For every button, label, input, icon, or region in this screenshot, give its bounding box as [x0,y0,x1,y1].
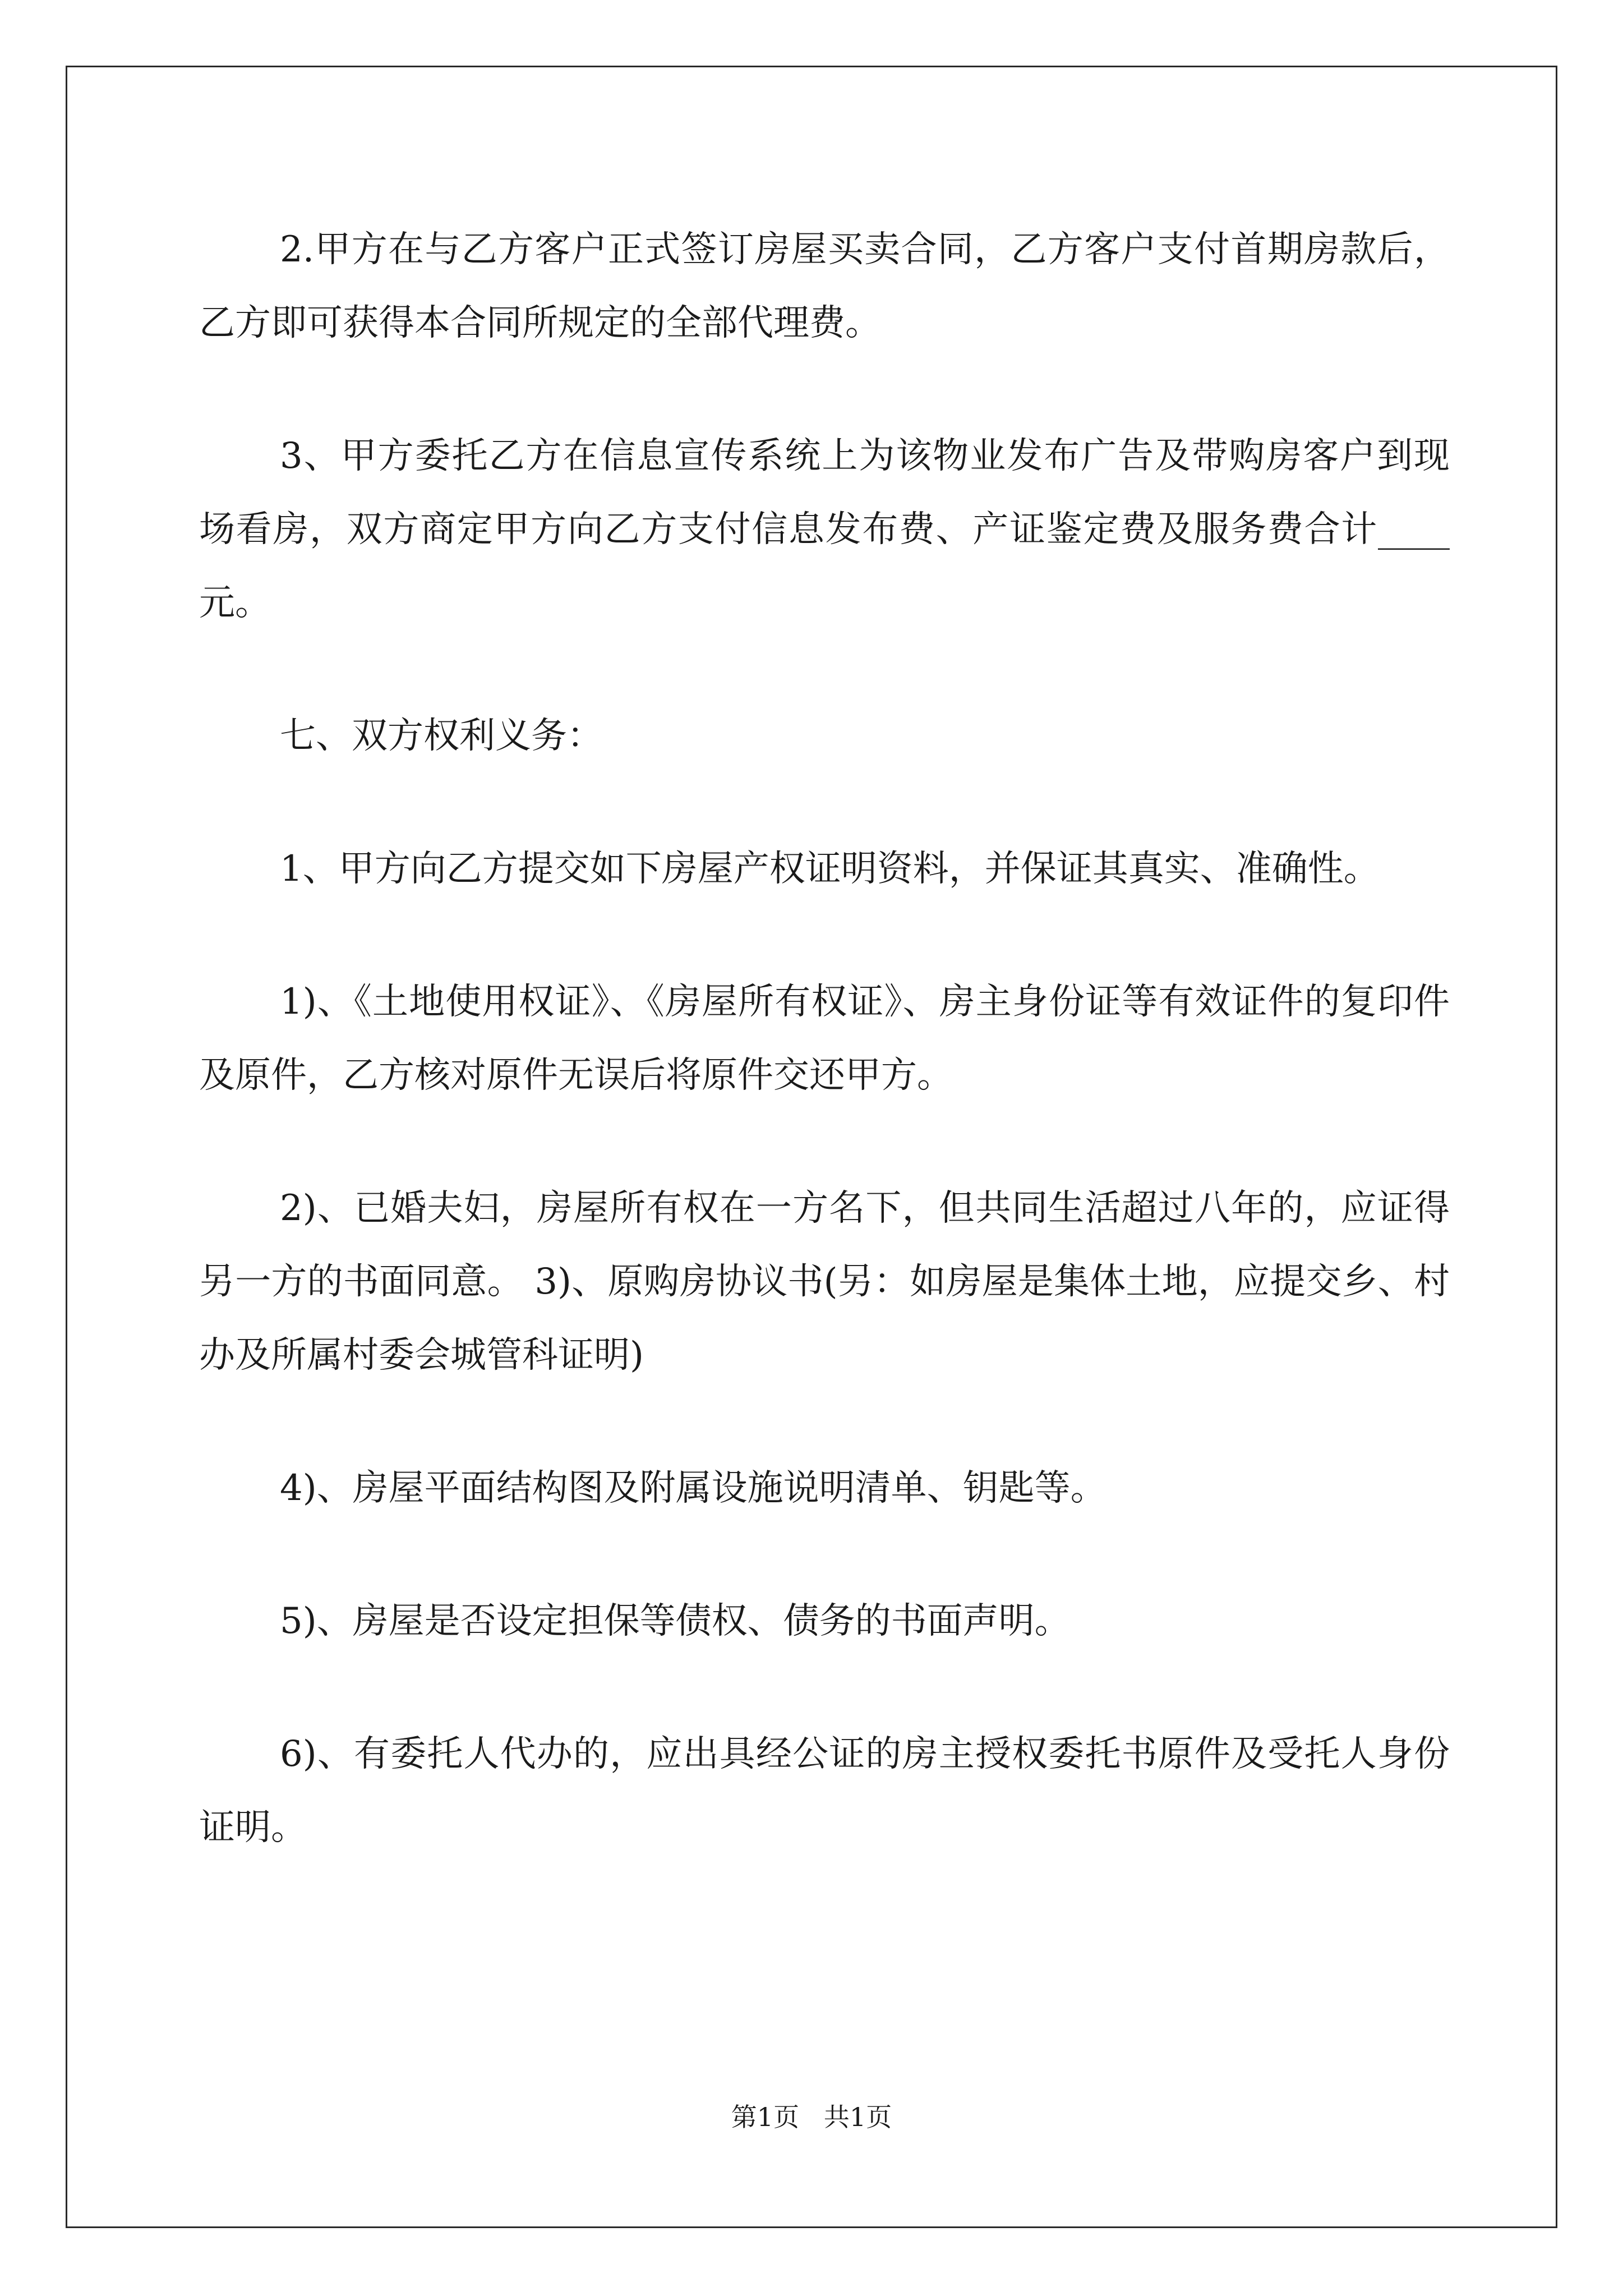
list-item-power-of-attorney: 6)、有委托人代办的，应出具经公证的房主授权委托书原件及受托人身份证明。 [199,1733,1450,1848]
list-item-certificates: 1)、《土地使用权证》、《房屋所有权证》、房主身份证等有效证件的复印件及原件，乙方核对原件无误后将原件交还甲方。 [199,981,1450,1096]
list-item-debt-statement: 5)、房屋是否设定担保等债权、债务的书面声明。 [280,1600,1071,1642]
paragraph-property-documents: 1、甲方向乙方提交如下房屋产权证明资料，并保证其真实、准确性。 [280,848,1380,890]
page-footer: 第1页 共1页 [731,2102,892,2132]
paragraph-commission-fee: 2.甲方在与乙方客户正式签订房屋买卖合同，乙方客户支付首期房款后，乙方即可获得本合同所规定的全部代理费。 [199,229,1450,344]
document-body [199,213,1450,1865]
list-item-floor-plan: 4)、房屋平面结构图及附属设施说明清单、钥匙等。 [280,1467,1106,1509]
list-item-spouse-consent: 2)、已婚夫妇，房屋所有权在一方名下，但共同生活超过八年的，应证得另一方的书面同意。 3)、原购房协议书(另：如房屋是集体土地，应提交乡、村办及所属村委会城管科证明) [199,1188,1450,1376]
paragraph-advertising-fee: 3、甲方委托乙方在信息宣传系统上为该物业发布广告及带购房客户到现场看房，双方商定甲方向乙方支付信息发布费、产证鉴定费及服务费合计____元。 [199,435,1450,624]
section-heading-rights-obligations: 七、双方权利义务： [280,715,603,757]
